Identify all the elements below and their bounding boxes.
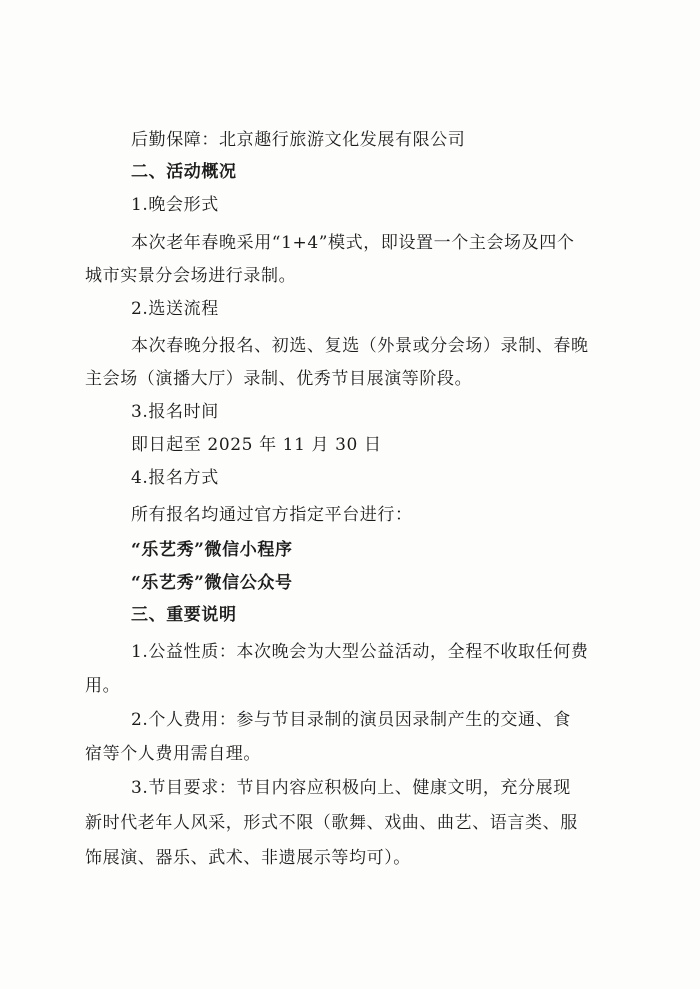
section3-heading: 三、重要说明 (131, 605, 237, 625)
item1-text-line1: 本次老年春晚采用“1+4”模式，即设置一个主会场及四个 (131, 233, 575, 253)
item4-title: 4.报名方式 (131, 468, 219, 488)
item1-title: 1.晚会形式 (131, 195, 219, 215)
item3-title: 3.报名时间 (131, 402, 219, 422)
note3-line2: 新时代老年人风采，形式不限（歌舞、戏曲、曲艺、语言类、服 (85, 813, 578, 833)
section2-heading: 二、活动概况 (131, 162, 237, 182)
note3-line1: 3.节目要求：节目内容应积极向上、健康文明，充分展现 (131, 778, 571, 798)
note1-line1: 1.公益性质：本次晚会为大型公益活动，全程不收取任何费 (131, 642, 589, 662)
note2-line2: 宿等个人费用需自理。 (85, 744, 261, 764)
item4-text-line1: 所有报名均通过官方指定平台进行： (131, 505, 413, 525)
note2-line1: 2.个人费用：参与节目录制的演员因录制产生的交通、食 (131, 710, 571, 730)
item2-title: 2.选送流程 (131, 299, 219, 319)
note1-line2: 用。 (85, 676, 121, 696)
item3-text-line1: 即日起至 2025 年 11 月 30 日 (131, 435, 382, 455)
platform-official-account: “乐艺秀”微信公众号 (131, 573, 293, 593)
platform-miniprogram: “乐艺秀”微信小程序 (131, 540, 293, 560)
item2-text-line2: 主会场（演播大厅）录制、优秀节目展演等阶段。 (85, 369, 473, 389)
item1-text-line2: 城市实景分会场进行录制。 (85, 266, 297, 286)
logistics-line: 后勤保障：北京趣行旅游文化发展有限公司 (131, 130, 466, 150)
note3-line3: 饰展演、器乐、武术、非遗展示等均可）。 (85, 848, 411, 868)
item2-text-line1: 本次春晚分报名、初选、复选（外景或分会场）录制、春晚 (131, 336, 589, 356)
